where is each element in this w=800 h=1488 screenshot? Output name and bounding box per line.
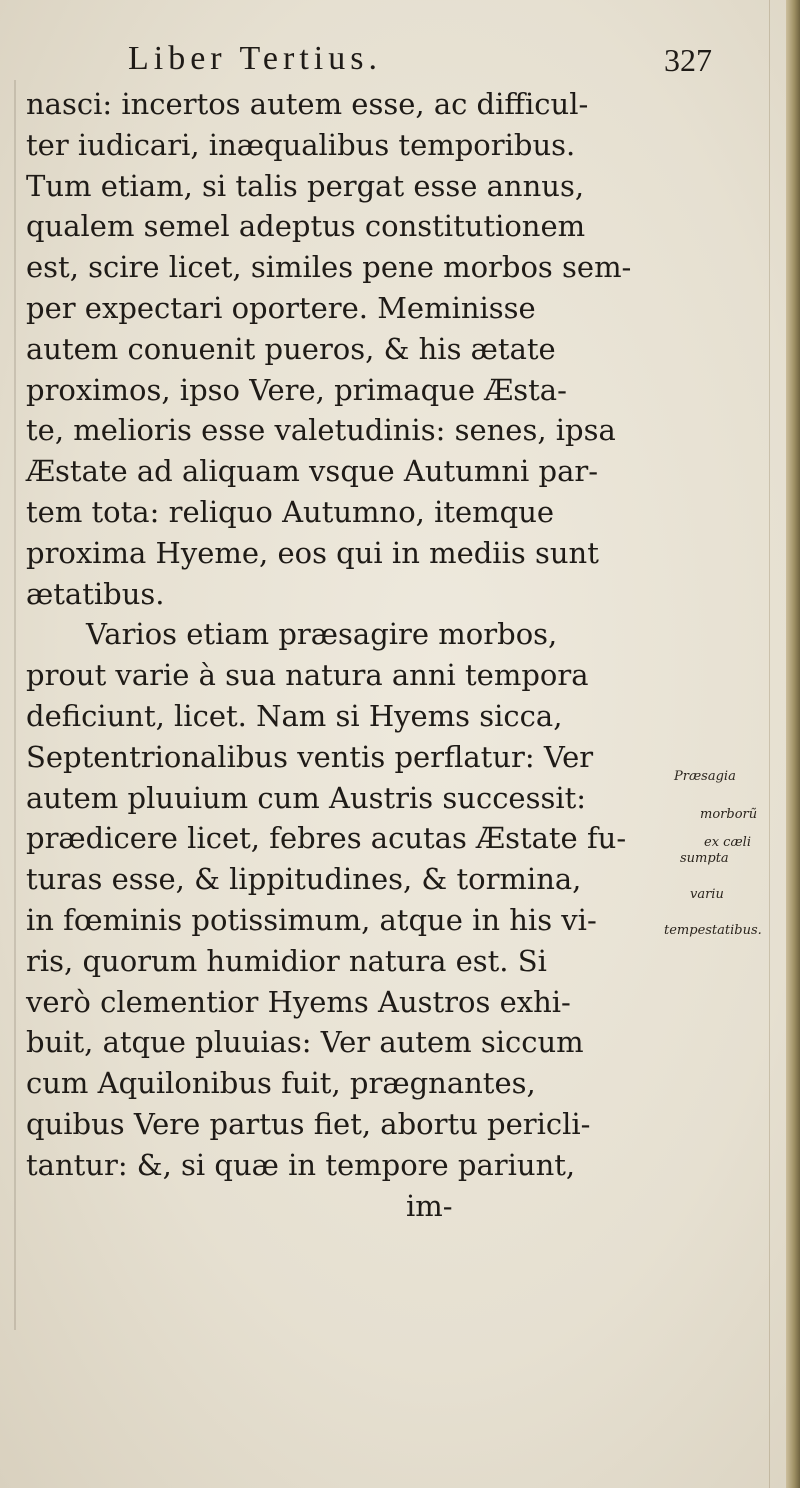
page-number: 327 [664,42,712,78]
text-line: proxima Hyeme, eos qui in mediis sunt [26,535,599,570]
text-line: tantur: &, si quæ in tempore pariunt, [26,1147,576,1182]
binding-shadow-line [769,0,770,1488]
body-text [26,84,656,1226]
text-line: autem pluuium cum Austris successit: [26,780,587,815]
text-line: verò clementior Hyems Austros exhi- [26,984,571,1019]
text-line: deficiunt, licet. Nam si Hyems sicca, [26,698,563,733]
text-line: autem conuenit pueros, & his ætate [26,331,556,366]
text-line: Tum etiam, si talis pergat esse annus, [26,168,585,203]
running-head: Liber Tertius. [128,40,382,77]
text-line: quibus Vere partus fiet, abortu pericli- [26,1106,591,1141]
text-line: ter iudicari, inæqualibus temporibus. [26,127,576,162]
text-line: cum Aquilonibus fuit, prægnantes, [26,1066,536,1101]
text-line: per expectari oportere. Meminisse [26,290,536,325]
text-line: turas esse, & lippitudines, & tormina, [26,862,582,897]
marginal-note: variu [690,887,724,902]
catchword: im- [406,1188,453,1223]
text-line: buit, atque pluuias: Ver autem siccum [26,1025,584,1060]
left-margin-mark [14,80,16,1330]
text-line: Septentrionalibus ventis perflatur: Ver [26,739,594,774]
text-line: prout varie à sua natura anni tempora [26,658,589,693]
text-line: tem tota: reliquo Autumno, itemque [26,494,555,529]
marginal-note: ex cæli [704,835,751,850]
marginal-note: Præsagia [674,769,736,784]
text-line: ris, quorum humidior natura est. Si [26,943,547,978]
paragraph-start-line: Varios etiam præsagire morbos, [86,617,558,652]
marginal-note: sumpta [680,851,729,866]
text-line: proximos, ipso Vere, primaque Æsta- [26,372,567,407]
text-line: in fœminis potissimum, atque in his vi- [26,902,597,937]
text-line: ætatibus. [26,576,165,611]
marginal-note: morborũ [700,807,758,822]
marginal-note: tempestatibus. [664,923,762,938]
text-line: qualem semel adeptus constitutionem [26,209,586,244]
text-line: te, melioris esse valetudinis: senes, ipsa [26,413,616,448]
text-line: prædicere licet, febres acutas Æstate fu- [26,821,627,856]
text-line: nasci: incertos autem esse, ac difficul- [26,87,589,121]
text-line: Æstate ad aliquam vsque Autumni par- [26,454,599,489]
binding-edge [786,0,800,1488]
text-line: est, scire licet, similes pene morbos sem- [26,250,632,285]
